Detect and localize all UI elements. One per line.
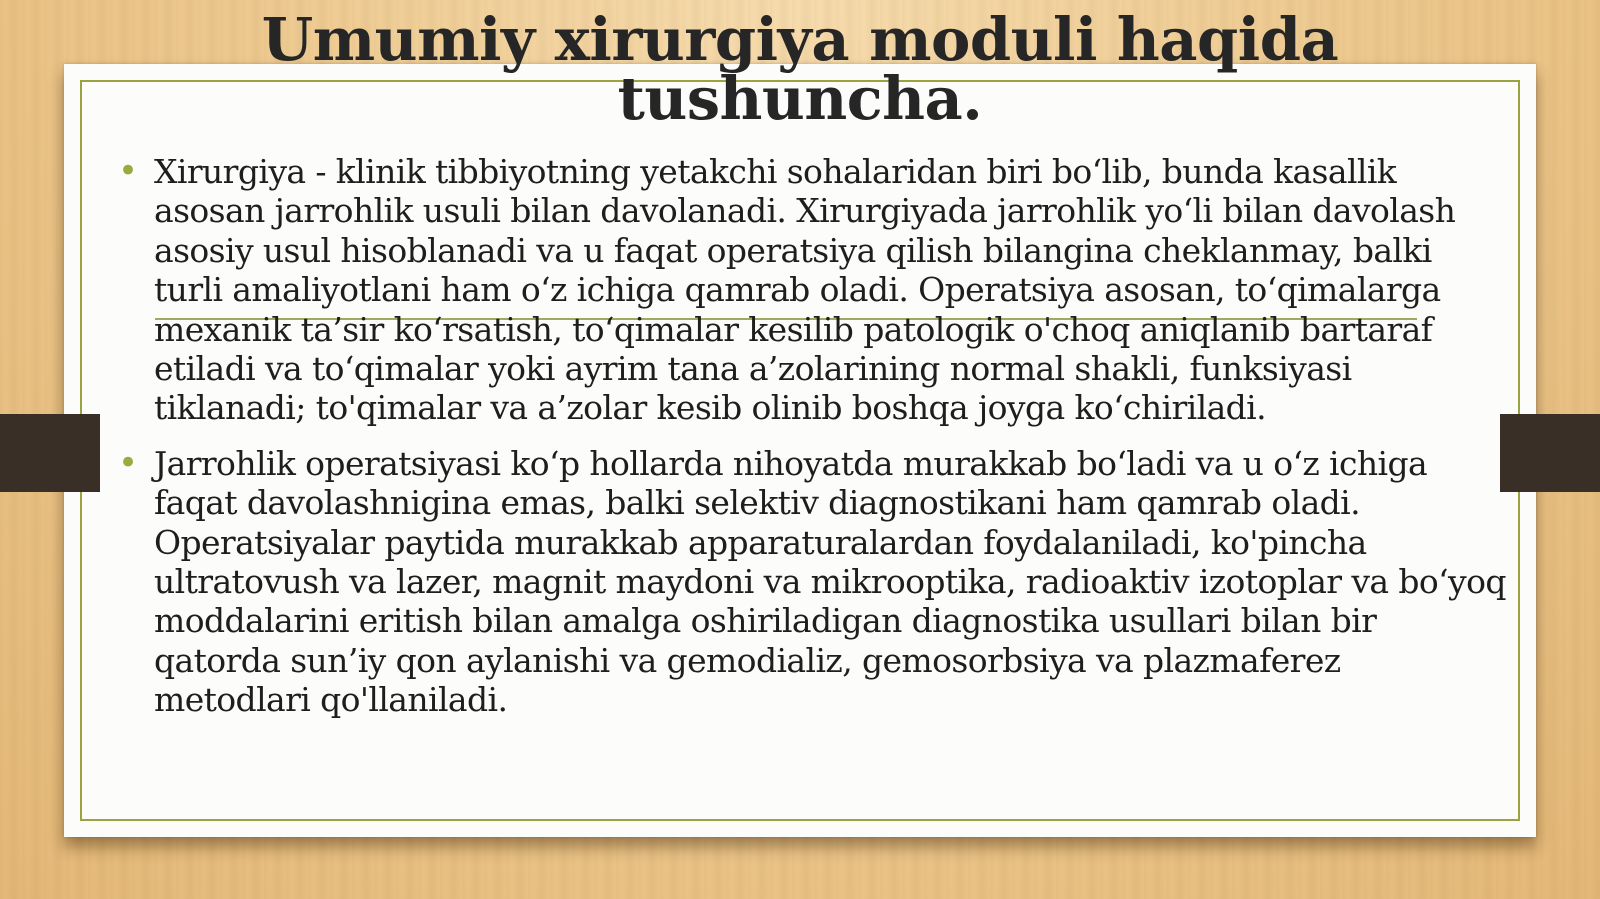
- right-side-tab: [1500, 414, 1600, 492]
- bullet-dot-icon: •: [118, 442, 138, 483]
- bullet-item: [116, 152, 1506, 428]
- bullet-list: [116, 152, 1506, 736]
- left-side-tab: [0, 414, 100, 492]
- bullet-text: Xirurgiya - klinik tibbiyotning yetakchi sohalaridan biri bo‘lib, bunda kasallik asosan jarrohlik usuli bilan davolanadi. Xirurgiyada jarrohlik yo‘li bilan davolash asosiy usul hisoblanadi va u faqat operatsiya qilish bilangina cheklanmay, balki turli amaliyotlani ham o‘z ichiga qamrab oladi. Operatsiya asosan, to‘qimalarga mexanik ta’sir ko‘rsatish, to‘qimalar kesilib patologik o'choq aniqlanib bartaraf etiladi va to‘qimalar yoki ayrim tana a’zolarining normal shakli, funksiyasi tiklanadi; to'qimalar va a’zolar kesib olinib boshqa joyga ko‘chiriladi.: [154, 152, 1456, 428]
- bullet-dot-icon: •: [118, 151, 138, 191]
- bullet-text: Jarrohlik operatsiyasi ko‘p hollarda nihoyatda murakkab bo‘ladi va u o‘z ichiga faqat davolashnigina emas, balki selektiv diagnostikani ham qamrab oladi. Operatsiyalar paytida murakkab apparaturalardan foydalaniladi, ko'pincha ultratovush va lazer, magnit maydoni va mikrooptika, radioaktiv izotoplar va bo‘yoq moddalarini eritish bilan amalga oshiriladigan diagnostika usullari bilan bir qatorda sun’iy qon aylanishi va gemodializ, gemosorbsiya va plazmaferez metodlari qo'llaniladi.: [154, 443, 1506, 720]
- bullet-item: [116, 444, 1506, 720]
- slide-title: Umumiy xirurgiya moduli haqida tushuncha.: [261, 5, 1339, 133]
